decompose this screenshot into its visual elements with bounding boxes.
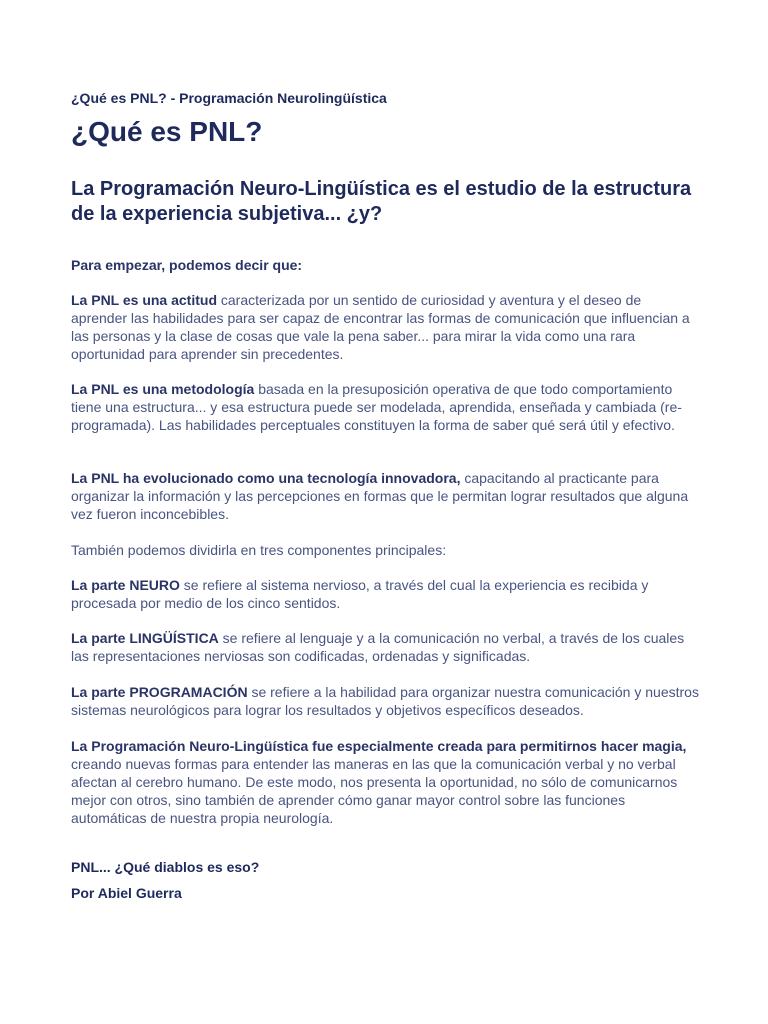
paragraph-text: capacitando al practicante para organizar la información y las percepciones en formas que le permitan lograr resultados que alguna vez fueron inconcebibles.: [71, 470, 689, 522]
component-lead: La parte LINGÜÍSTICA: [71, 630, 219, 646]
page-subtitle: La Programación Neuro-Lingüística es el estudio de la estructura de la experiencia subjetiva... ¿y?: [71, 178, 692, 225]
paragraph-text: caracterizada por un sentido de curiosidad y aventura y el deseo de aprender las habilidades para ser capaz de encontrar las formas de comunicación que influencian a las personas y la clase de cosas que vale la pena saber... para mirar la vida como una rara oportunidad para aprender sin precedentes.: [71, 292, 690, 362]
paragraph-text: basada en la presuposición operativa de que todo comportamiento tiene una estructura... y esa estructura puede ser modelada, aprendida, enseñada y cambiada (re-programada). Las habilidades perceptuales constituyen la forma de saber qué será útil y efectivo.: [71, 381, 682, 433]
paragraph-methodology: [71, 380, 701, 434]
closing-lead: La Programación Neuro-Lingüística fue especialmente creada para permitirnos hacer magia,: [71, 738, 687, 754]
source-title: PNL... ¿Qué diablos es eso?: [71, 859, 260, 875]
paragraph-technology: [71, 469, 701, 523]
paragraph-lead: La PNL es una actitud: [71, 292, 217, 308]
component-text: se refiere al sistema nervioso, a través del cual la experiencia es recibida y procesada por medio de los cinco sentidos.: [71, 577, 649, 611]
component-lead: La parte PROGRAMACIÓN: [71, 684, 248, 700]
component-programacion: [71, 683, 701, 719]
author-line: Por Abiel Guerra: [71, 885, 182, 901]
intro-text: Para empezar, podemos decir que:: [71, 257, 303, 273]
closing-paragraph: [71, 737, 701, 827]
component-lead: La parte NEURO: [71, 577, 180, 593]
paragraph-attitude: [71, 291, 701, 363]
component-neuro: [71, 576, 701, 612]
component-linguistica: [71, 629, 701, 665]
component-text: se refiere a la habilidad para organizar nuestra comunicación y nuestros sistemas neurológicos para lograr los resultados y objetivos específicos deseados.: [71, 684, 699, 718]
paragraph-lead: La PNL ha evolucionado como una tecnología innovadora,: [71, 470, 461, 486]
components-intro: También podemos dividirla en tres componentes principales:: [71, 542, 447, 558]
document-header: ¿Qué es PNL? - Programación Neurolingüística: [71, 90, 387, 106]
paragraph-lead: La PNL es una metodología: [71, 381, 255, 397]
component-text: se refiere al lenguaje y a la comunicación no verbal, a través de los cuales las representaciones nerviosas son codificadas, ordenadas y significadas.: [71, 630, 685, 664]
page-title: ¿Qué es PNL?: [71, 116, 263, 147]
closing-text: creando nuevas formas para entender las maneras en las que la comunicación verbal y no verbal afectan al cerebro humano. De este modo, nos presenta la oportunidad, no sólo de comunicarnos mejor con otros, sino también de aprender cómo ganar mayor control sobre las funciones automáticas de nuestra propia neurología.: [71, 756, 678, 826]
